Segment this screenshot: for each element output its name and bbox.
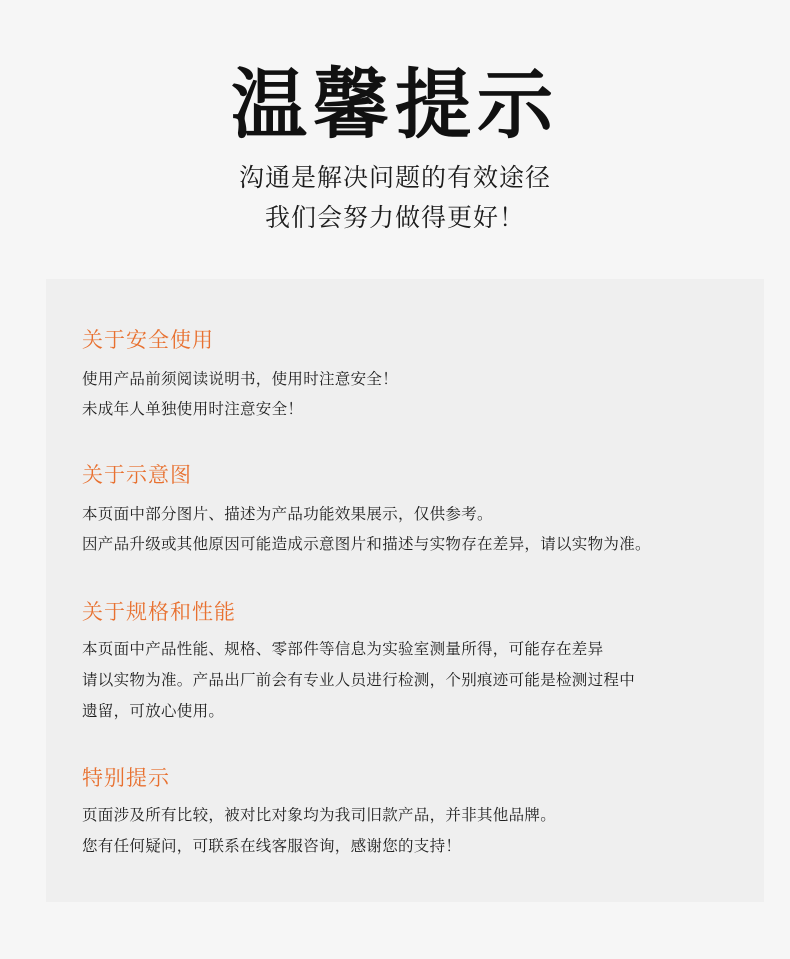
subtitle-line-1: 沟通是解决问题的有效途径	[238, 163, 551, 192]
subtitle-line-2: 我们会努力做得更好！	[264, 203, 525, 232]
section-heading-special: 特别提示	[82, 766, 170, 790]
section-heading-illustration: 关于示意图	[82, 463, 192, 487]
section-specs-line-1: 本页面中产品性能、规格、零部件等信息为实验室测量所得，可能存在差异	[82, 640, 604, 658]
section-specs-line-2: 请以实物为准。产品出厂前会有专业人员进行检测，个别痕迹可能是检测过程中	[82, 671, 636, 689]
section-safety-line-2: 未成年人单独使用时注意安全！	[82, 400, 304, 418]
section-heading-safety: 关于安全使用	[82, 328, 214, 352]
section-heading-specs: 关于规格和性能	[82, 600, 236, 624]
section-illustration-line-1: 本页面中部分图片、描述为产品功能效果展示，仅供参考。	[82, 505, 493, 523]
section-safety-line-1: 使用产品前须阅读说明书，使用时注意安全！	[82, 370, 399, 388]
section-illustration-line-2: 因产品升级或其他原因可能造成示意图片和描述与实物存在差异，请以实物为准。	[82, 535, 651, 553]
section-special-line-1: 页面涉及所有比较，被对比对象均为我司旧款产品，并非其他品牌。	[82, 806, 557, 824]
page-title: 温馨提示	[231, 60, 559, 149]
section-special-line-2: 您有任何疑问，可联系在线客服咨询，感谢您的支持！	[82, 837, 462, 855]
section-specs-line-3: 遗留，可放心使用。	[82, 702, 225, 720]
